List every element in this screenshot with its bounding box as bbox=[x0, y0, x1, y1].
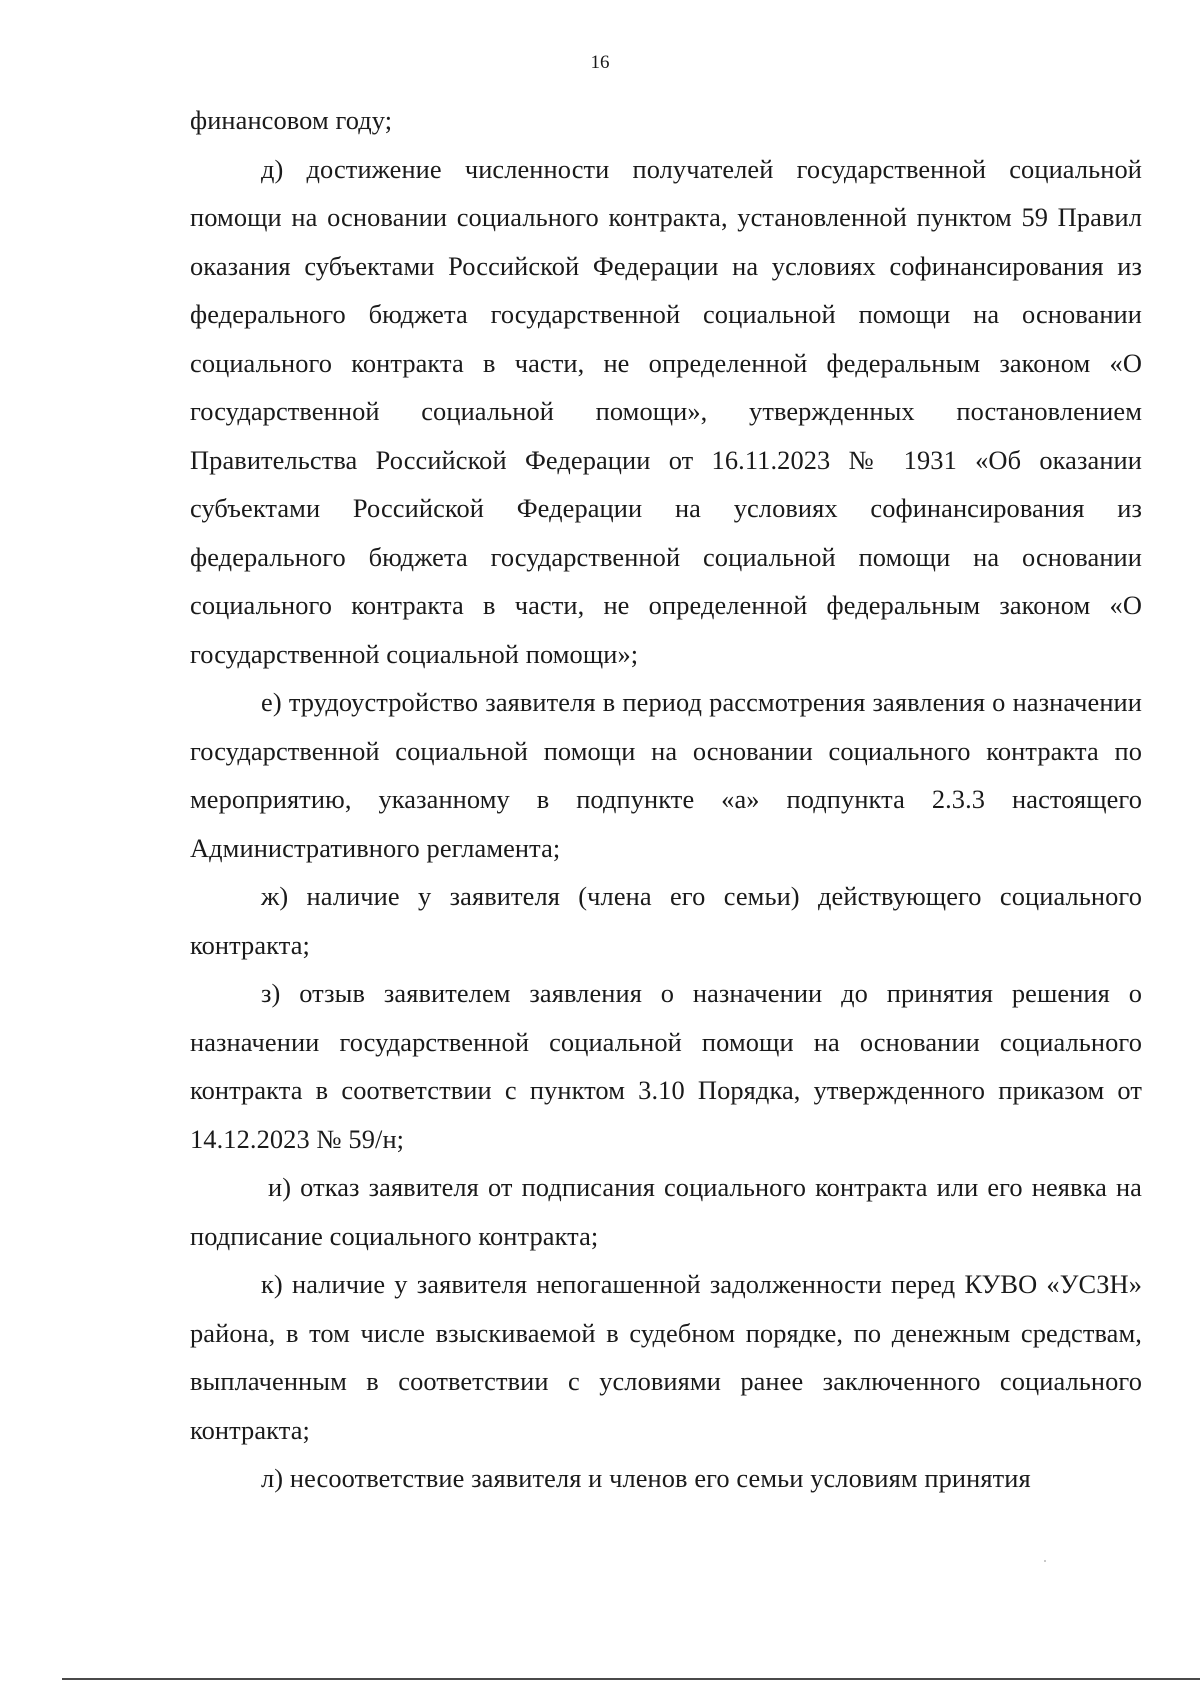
paragraph-item-e: е) трудоустройство заявителя в период рассмотрения заявления о назначении государственной социальной помощи на основании социального контракта по мероприятию, указанному в подпункте «а» подпункта 2.3.3 настоящего Административного регламента; bbox=[190, 687, 1142, 863]
paragraph-item-zh: ж) наличие у заявителя (члена его семьи) действующего социального контракта; bbox=[190, 881, 1142, 960]
paragraph-item-d: д) достижение численности получателей государственной социальной помощи на основании социального контракта, установленной пунктом 59 Правил оказания субъектами Российской Федерации на условиях софинансирования из федерального бюджета государственной социальной помощи на основании социального контракта в части, не определенной федеральным законом «О государственной социальной помощи», утвержденных постановлением Правительства Российской Федерации от 16.11.2023 № 1931 «Об оказании субъектами Российской Федерации на условиях софинансирования из федерального бюджета государственной социальной помощи на основании социального контракта в части, не определенной федеральным законом «О государственной социальной помощи»; bbox=[190, 153, 1142, 669]
paragraph-item-l: л) несоответствие заявителя и членов его семьи условиям принятия bbox=[261, 1463, 1031, 1493]
paragraph-item-i: и) отказ заявителя от подписания социального контракта или его неявка на подписание социального контракта; bbox=[190, 1172, 1142, 1251]
document-body bbox=[190, 96, 1142, 1503]
bottom-edge-line bbox=[62, 1678, 1200, 1680]
paragraph-item-z: з) отзыв заявителем заявления о назначении до принятия решения о назначении государственной социальной помощи на основании социального контракта в соответствии с пунктом 3.10 Порядка, утвержденного приказом от 14.12.2023 № 59/н; bbox=[190, 978, 1142, 1154]
scan-speck bbox=[1044, 1560, 1046, 1562]
paragraph-continuation: финансовом году; bbox=[190, 105, 393, 135]
page-number: 16 bbox=[590, 52, 610, 73]
paragraph-item-k: к) наличие у заявителя непогашенной задолженности перед КУВО «УСЗН» района, в том числе взыскиваемой в судебном порядке, по денежным средствам, выплаченным в соответствии с условиями ранее заключенного социального контракта; bbox=[190, 1269, 1142, 1445]
